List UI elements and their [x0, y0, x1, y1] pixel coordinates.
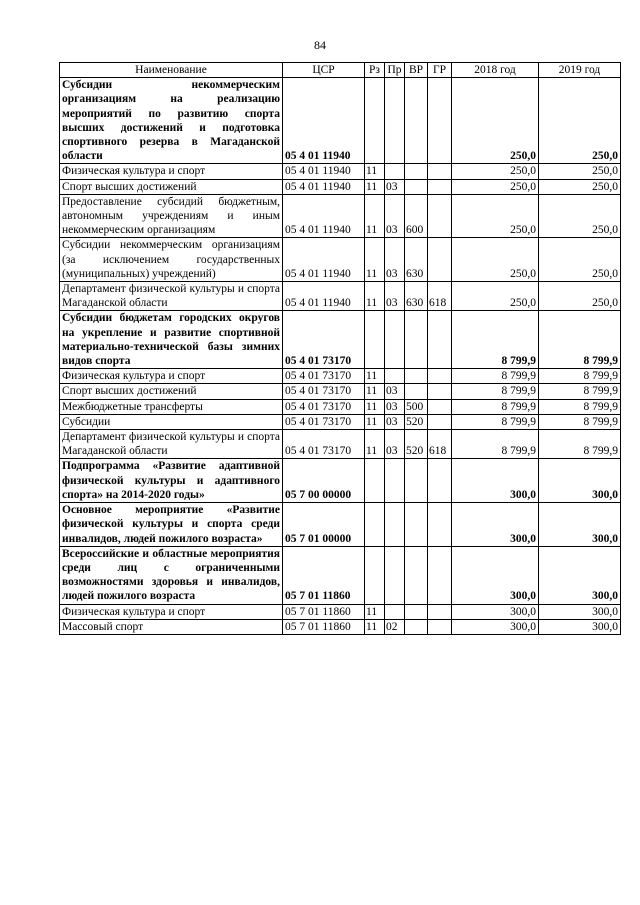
col-header-gr: ГР: [428, 63, 452, 78]
cell-rz: [365, 546, 385, 604]
cell-2018: 300,0: [452, 619, 539, 634]
cell-pr: 02: [385, 619, 405, 634]
cell-vr: [405, 459, 428, 503]
cell-2018: 250,0: [452, 78, 539, 164]
cell-rz: 11: [365, 619, 385, 634]
cell-name: Подпрограмма «Развитие адаптивной физической культуры и адаптивного спорта» на 2014-2020 годы»: [60, 459, 283, 503]
table-body: [60, 78, 621, 635]
cell-2019: 8 799,9: [539, 399, 621, 414]
cell-csr: 05 4 01 73170: [283, 384, 365, 399]
cell-name: Массовый спорт: [60, 619, 283, 634]
table-row: [60, 282, 621, 311]
cell-csr: 05 4 01 11940: [283, 282, 365, 311]
cell-vr: [405, 604, 428, 619]
cell-csr: 05 4 01 11940: [283, 238, 365, 282]
cell-2018: 8 799,9: [452, 369, 539, 384]
cell-rz: [365, 311, 385, 369]
cell-csr: 05 7 01 00000: [283, 503, 365, 547]
cell-rz: 11: [365, 369, 385, 384]
cell-gr: [428, 384, 452, 399]
col-header-pr: Пр: [385, 63, 405, 78]
cell-2019: 300,0: [539, 503, 621, 547]
cell-csr: 05 4 01 11940: [283, 179, 365, 194]
cell-rz: 11: [365, 430, 385, 459]
cell-csr: 05 4 01 11940: [283, 194, 365, 238]
cell-gr: [428, 619, 452, 634]
cell-rz: [365, 503, 385, 547]
cell-gr: [428, 311, 452, 369]
cell-rz: [365, 78, 385, 164]
cell-2018: 8 799,9: [452, 311, 539, 369]
cell-2018: 250,0: [452, 164, 539, 179]
cell-name: Межбюджетные трансферты: [60, 399, 283, 414]
col-header-csr: ЦСР: [283, 63, 365, 78]
table-row: [60, 78, 621, 164]
cell-name: Физическая культура и спорт: [60, 604, 283, 619]
cell-gr: [428, 414, 452, 429]
table-header-row: [60, 63, 621, 78]
cell-name: Основное мероприятие «Развитие физической культуры и спорта среди инвалидов, людей пожилого возраста»: [60, 503, 283, 547]
table-row: [60, 430, 621, 459]
cell-name: Предоставление субсидий бюджетным, автономным учреждениям и иным некоммерческим организациям: [60, 194, 283, 238]
cell-2019: 300,0: [539, 459, 621, 503]
table-row: [60, 503, 621, 547]
cell-gr: [428, 78, 452, 164]
cell-2019: 250,0: [539, 238, 621, 282]
cell-vr: [405, 164, 428, 179]
cell-pr: [385, 503, 405, 547]
table-row: [60, 619, 621, 634]
cell-2018: 250,0: [452, 238, 539, 282]
cell-csr: 05 7 00 00000: [283, 459, 365, 503]
cell-vr: [405, 369, 428, 384]
cell-vr: 600: [405, 194, 428, 238]
cell-2019: 8 799,9: [539, 414, 621, 429]
cell-2018: 250,0: [452, 282, 539, 311]
cell-csr: 05 7 01 11860: [283, 619, 365, 634]
cell-csr: 05 4 01 73170: [283, 430, 365, 459]
cell-gr: [428, 546, 452, 604]
col-header-vr: ВР: [405, 63, 428, 78]
cell-rz: 11: [365, 399, 385, 414]
cell-csr: 05 7 01 11860: [283, 604, 365, 619]
cell-gr: [428, 399, 452, 414]
budget-table: [59, 62, 621, 635]
cell-2019: 250,0: [539, 282, 621, 311]
cell-name: Спорт высших достижений: [60, 384, 283, 399]
cell-pr: 03: [385, 384, 405, 399]
cell-pr: [385, 164, 405, 179]
cell-2018: 300,0: [452, 459, 539, 503]
cell-name: Департамент физической культуры и спорта Магаданской области: [60, 430, 283, 459]
cell-vr: [405, 546, 428, 604]
cell-pr: [385, 369, 405, 384]
cell-2019: 8 799,9: [539, 311, 621, 369]
cell-vr: [405, 619, 428, 634]
cell-gr: [428, 503, 452, 547]
table-row: [60, 459, 621, 503]
cell-rz: [365, 459, 385, 503]
col-header-2018: 2018 год: [452, 63, 539, 78]
table-row: [60, 414, 621, 429]
table-row: [60, 179, 621, 194]
cell-vr: 500: [405, 399, 428, 414]
cell-2019: 300,0: [539, 546, 621, 604]
cell-2018: 250,0: [452, 194, 539, 238]
cell-2018: 8 799,9: [452, 414, 539, 429]
cell-vr: [405, 503, 428, 547]
cell-rz: 11: [365, 414, 385, 429]
cell-rz: 11: [365, 194, 385, 238]
cell-vr: [405, 384, 428, 399]
cell-pr: [385, 604, 405, 619]
cell-2018: 300,0: [452, 503, 539, 547]
cell-2018: 8 799,9: [452, 399, 539, 414]
cell-2019: 250,0: [539, 164, 621, 179]
cell-name: Субсидии: [60, 414, 283, 429]
cell-rz: 11: [365, 238, 385, 282]
cell-2018: 8 799,9: [452, 384, 539, 399]
cell-rz: 11: [365, 282, 385, 311]
cell-2019: 250,0: [539, 194, 621, 238]
cell-vr: 520: [405, 414, 428, 429]
table-row: [60, 604, 621, 619]
cell-vr: 520: [405, 430, 428, 459]
cell-pr: 03: [385, 282, 405, 311]
cell-2018: 8 799,9: [452, 430, 539, 459]
cell-gr: [428, 604, 452, 619]
cell-csr: 05 4 01 11940: [283, 78, 365, 164]
cell-csr: 05 4 01 73170: [283, 399, 365, 414]
cell-name: Субсидии некоммерческим организациям (за исключением государственных (муниципальных) учреждений): [60, 238, 283, 282]
table-row: [60, 164, 621, 179]
table-row: [60, 384, 621, 399]
cell-csr: 05 4 01 11940: [283, 164, 365, 179]
cell-2019: 8 799,9: [539, 369, 621, 384]
cell-pr: 03: [385, 194, 405, 238]
cell-2019: 300,0: [539, 619, 621, 634]
cell-2019: 250,0: [539, 78, 621, 164]
cell-vr: [405, 78, 428, 164]
cell-name: Физическая культура и спорт: [60, 164, 283, 179]
col-header-rz: Рз: [365, 63, 385, 78]
cell-pr: [385, 311, 405, 369]
cell-2018: 300,0: [452, 604, 539, 619]
cell-rz: 11: [365, 604, 385, 619]
cell-name: Спорт высших достижений: [60, 179, 283, 194]
table-row: [60, 311, 621, 369]
cell-gr: 618: [428, 430, 452, 459]
cell-vr: 630: [405, 282, 428, 311]
cell-csr: 05 4 01 73170: [283, 414, 365, 429]
page-number: 84: [314, 38, 326, 52]
cell-rz: 11: [365, 384, 385, 399]
cell-rz: 11: [365, 179, 385, 194]
cell-rz: 11: [365, 164, 385, 179]
cell-2019: 8 799,9: [539, 430, 621, 459]
cell-vr: [405, 311, 428, 369]
table-row: [60, 194, 621, 238]
cell-pr: [385, 78, 405, 164]
cell-gr: [428, 179, 452, 194]
cell-vr: [405, 179, 428, 194]
table-row: [60, 369, 621, 384]
cell-vr: 630: [405, 238, 428, 282]
cell-2019: 300,0: [539, 604, 621, 619]
cell-gr: [428, 369, 452, 384]
cell-pr: 03: [385, 179, 405, 194]
col-header-name: Наименование: [60, 63, 283, 78]
cell-name: Всероссийские и областные мероприятия среди лиц с ограниченными возможностями здоровья и инвалидов, людей пожилого возраста: [60, 546, 283, 604]
cell-gr: 618: [428, 282, 452, 311]
cell-name: Физическая культура и спорт: [60, 369, 283, 384]
cell-2018: 250,0: [452, 179, 539, 194]
cell-2018: 300,0: [452, 546, 539, 604]
cell-gr: [428, 194, 452, 238]
cell-2019: 8 799,9: [539, 384, 621, 399]
cell-csr: 05 4 01 73170: [283, 369, 365, 384]
cell-gr: [428, 238, 452, 282]
cell-name: Департамент физической культуры и спорта Магаданской области: [60, 282, 283, 311]
col-header-2019: 2019 год: [539, 63, 621, 78]
cell-pr: [385, 459, 405, 503]
cell-pr: 03: [385, 399, 405, 414]
cell-csr: 05 4 01 73170: [283, 311, 365, 369]
cell-gr: [428, 459, 452, 503]
cell-gr: [428, 164, 452, 179]
cell-pr: 03: [385, 430, 405, 459]
table-row: [60, 238, 621, 282]
cell-2019: 250,0: [539, 179, 621, 194]
cell-pr: [385, 546, 405, 604]
table-row: [60, 546, 621, 604]
table-row: [60, 399, 621, 414]
cell-csr: 05 7 01 11860: [283, 546, 365, 604]
cell-name: Субсидии бюджетам городских округов на укрепление и развитие спортивной материально-технической базы зимних видов спорта: [60, 311, 283, 369]
cell-pr: 03: [385, 414, 405, 429]
cell-pr: 03: [385, 238, 405, 282]
cell-name: Субсидии некоммерческим организациям на реализацию мероприятий по развитию спорта высших достижений и подготовка спортивного резерва в Магаданской области: [60, 78, 283, 164]
